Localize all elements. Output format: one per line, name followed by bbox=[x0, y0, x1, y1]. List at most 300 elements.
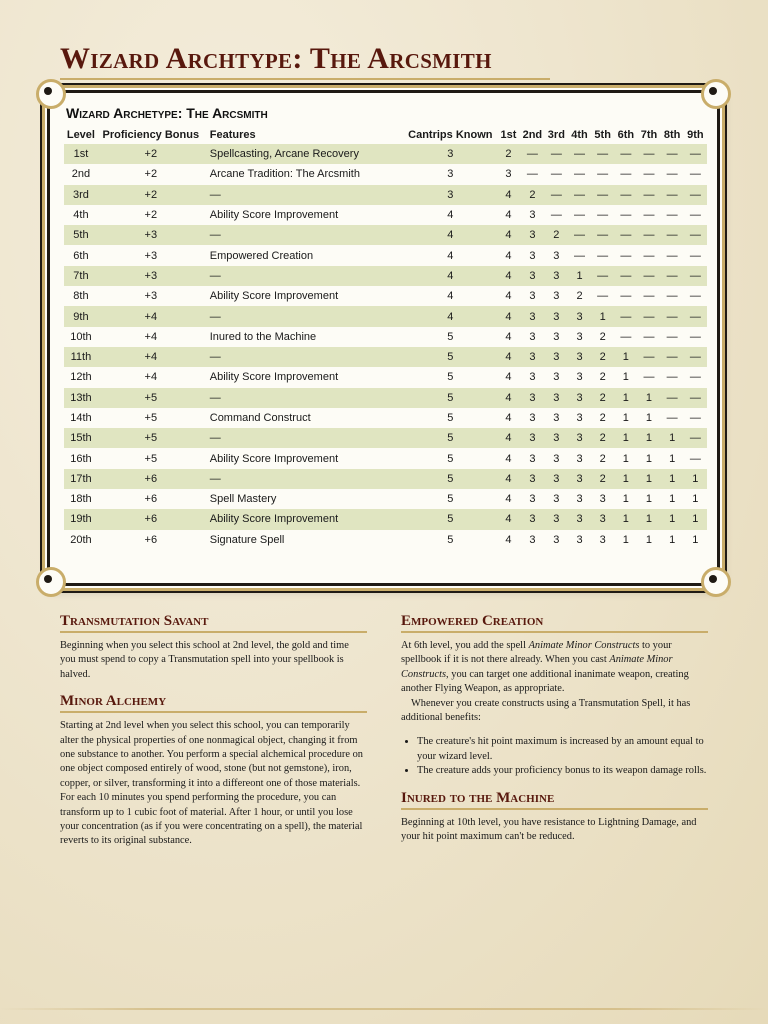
table-cell: 4 bbox=[447, 290, 454, 303]
table-cell: 3 bbox=[576, 412, 583, 424]
table-cell: 18th bbox=[70, 493, 92, 506]
table-cell: 16th bbox=[70, 452, 92, 465]
table-cell: — bbox=[689, 209, 701, 222]
table-cell: 3 bbox=[553, 513, 560, 526]
table-cell: — bbox=[643, 148, 655, 161]
table-cell: 1 bbox=[669, 472, 676, 485]
table-cell: — bbox=[666, 412, 678, 424]
column-header: Cantrips Known bbox=[408, 129, 493, 141]
table-cell: 3 bbox=[553, 249, 560, 262]
table-cell: — bbox=[689, 249, 701, 262]
table-cell: — bbox=[689, 351, 701, 364]
table-cell: 1 bbox=[622, 371, 629, 384]
table-cell: — bbox=[689, 432, 701, 445]
table-cell: 4 bbox=[505, 493, 512, 506]
table-cell: — bbox=[689, 148, 701, 161]
table-cell: 1 bbox=[692, 513, 699, 526]
table-row bbox=[64, 469, 707, 489]
table-cell: +5 bbox=[144, 452, 158, 465]
table-cell: — bbox=[643, 249, 655, 262]
table-row bbox=[64, 408, 707, 428]
table-cell: — bbox=[689, 310, 701, 323]
table-cell: — bbox=[666, 269, 678, 282]
spell-name: Animate Minor Constructs bbox=[401, 654, 673, 680]
table-cell: — bbox=[689, 269, 701, 282]
page-footer-decoration bbox=[0, 1008, 768, 1010]
column-header: 8th bbox=[663, 129, 681, 141]
table-cell: 3 bbox=[529, 472, 536, 485]
table-cell: — bbox=[643, 269, 655, 282]
table-cell: 3 bbox=[529, 432, 536, 445]
table-cell: — bbox=[643, 371, 655, 384]
table-cell: 4 bbox=[447, 209, 454, 222]
table-row bbox=[64, 164, 707, 184]
table-cell: 3 bbox=[599, 533, 606, 546]
table-cell: 2 bbox=[599, 432, 606, 445]
table-cell: — bbox=[689, 229, 701, 242]
table-cell: — bbox=[643, 290, 655, 303]
table-cell: 3 bbox=[529, 269, 536, 282]
table-cell: 12th bbox=[70, 371, 92, 384]
table-cell: 3 bbox=[553, 432, 560, 445]
table-cell: — bbox=[597, 290, 609, 303]
table-cell: — bbox=[620, 290, 632, 303]
table-cell: — bbox=[597, 148, 609, 161]
table-cell: — bbox=[643, 229, 655, 242]
table-cell: — bbox=[620, 188, 632, 201]
table-cell: 3 bbox=[576, 432, 583, 445]
table-cell: 1 bbox=[692, 493, 699, 506]
table-cell: +2 bbox=[144, 148, 158, 161]
text-fragment: At 6th level, you add the spell bbox=[401, 640, 529, 651]
minor-alchemy-text: Starting at 2nd level when you select this school, you can temporarily alter the physical properties of one nonmagical object, changing it from one substance to another. You perform a special alchemical procedure on one object composed entirely of wood, stone (but not gemstone), iron, copper, or silver, transforming it into a differeont one of those materials. For each 10 minutes you spend performing the procedure, you can transform up to 1 cubic foot of material. After 1 hour, or until you lose your concentration (as if you were concentrating on a spell), the material reverts to its original substance. bbox=[60, 720, 363, 847]
table-cell: 2 bbox=[599, 391, 606, 404]
table-cell: Signature Spell bbox=[209, 533, 285, 546]
table-cell: 4 bbox=[505, 452, 512, 465]
table-cell: +4 bbox=[144, 371, 158, 384]
table-row bbox=[64, 530, 707, 550]
table-cell: 1 bbox=[576, 269, 583, 282]
table-cell: — bbox=[597, 188, 609, 201]
table-cell: +5 bbox=[144, 432, 158, 445]
table-cell: 11th bbox=[70, 351, 92, 364]
table-cell: 1 bbox=[622, 493, 629, 506]
table-cell: +4 bbox=[144, 330, 158, 343]
page-title: Wizard Archtype: The Arcsmith bbox=[60, 42, 492, 75]
table-cell: 3 bbox=[529, 330, 536, 343]
table-cell: 3 bbox=[576, 391, 583, 404]
table-cell: 3rd bbox=[72, 188, 89, 201]
table-cell: — bbox=[620, 168, 632, 181]
section-heading-inured-to-the-machine: Inured to the Machine bbox=[401, 789, 708, 810]
table-cell: 3 bbox=[553, 269, 560, 282]
table-cell: +5 bbox=[144, 391, 158, 404]
table-row bbox=[64, 388, 707, 408]
table-cell: 1 bbox=[669, 452, 676, 465]
table-row bbox=[64, 306, 707, 326]
table-row bbox=[64, 185, 707, 205]
table-cell: — bbox=[666, 371, 678, 384]
table-cell: 3 bbox=[553, 533, 560, 546]
table-cell: Ability Score Improvement bbox=[209, 209, 339, 222]
table-cell: 3 bbox=[529, 412, 536, 424]
table-cell: 3 bbox=[599, 513, 606, 526]
table-row bbox=[64, 509, 707, 529]
table-row bbox=[64, 205, 707, 225]
table-cell: — bbox=[209, 188, 221, 201]
table-cell: — bbox=[620, 310, 632, 323]
table-cell: 5 bbox=[447, 330, 454, 343]
empowered-creation-text-2: Whenever you create constructs using a Transmutation Spell, it has additional benefits: bbox=[401, 697, 691, 724]
table-cell: Ability Score Improvement bbox=[209, 290, 339, 303]
table-cell: 1 bbox=[645, 472, 653, 485]
column-header: Features bbox=[209, 129, 256, 141]
column-header: 9th bbox=[687, 129, 704, 141]
table-cell: +2 bbox=[144, 209, 158, 222]
table-cell: +3 bbox=[144, 249, 158, 262]
table-row bbox=[64, 448, 707, 468]
table-cell: +6 bbox=[144, 472, 158, 485]
table-cell: Empowered Creation bbox=[209, 249, 314, 262]
table-cell: 1 bbox=[622, 452, 629, 465]
column-header: Proficiency Bonus bbox=[102, 129, 200, 141]
table-cell: 1 bbox=[622, 412, 629, 424]
table-cell: 2 bbox=[599, 472, 606, 485]
table-cell: 5 bbox=[447, 391, 454, 404]
table-cell: — bbox=[620, 330, 632, 343]
table-cell: 4 bbox=[447, 310, 454, 323]
table-cell: — bbox=[689, 371, 701, 384]
table-cell: +3 bbox=[144, 229, 158, 242]
table-row bbox=[64, 428, 707, 448]
table-cell: 15th bbox=[70, 432, 92, 445]
column-header: 4th bbox=[571, 129, 588, 141]
table-cell: 1 bbox=[622, 351, 629, 364]
inured-to-the-machine-text: Beginning at 10th level, you have resistance to Lightning Damage, and your hit point maximum can't be reduced. bbox=[401, 816, 697, 843]
right-column bbox=[401, 612, 708, 854]
table-cell: 5 bbox=[447, 452, 454, 465]
table-cell: — bbox=[209, 432, 221, 445]
table-cell: 7th bbox=[73, 269, 89, 282]
table-cell: — bbox=[597, 249, 609, 262]
table-cell: 3 bbox=[553, 452, 560, 465]
table-cell: 3 bbox=[447, 168, 454, 181]
table-cell: — bbox=[574, 168, 586, 181]
table-cell: — bbox=[526, 148, 538, 161]
table-cell: 3 bbox=[553, 412, 560, 424]
column-header: 6th bbox=[617, 129, 635, 141]
section-heading-minor-alchemy: Minor Alchemy bbox=[60, 692, 367, 713]
transmutation-savant-text: Beginning when you select this school at 2nd level, the gold and time you must spend to copy a Transmutation spell into your spellbook is halved. bbox=[60, 640, 349, 680]
table-cell: 5 bbox=[447, 513, 454, 526]
table-cell: 10th bbox=[70, 330, 92, 343]
table-cell: 4 bbox=[505, 188, 512, 201]
table-cell: 14th bbox=[70, 412, 92, 424]
table-cell: — bbox=[574, 188, 586, 201]
table-cell: 4 bbox=[505, 209, 512, 222]
table-cell: 1st bbox=[73, 148, 89, 161]
table-cell: +4 bbox=[144, 351, 158, 364]
table-cell: — bbox=[597, 168, 609, 181]
table-cell: — bbox=[550, 209, 562, 222]
table-cell: — bbox=[550, 188, 562, 201]
table-cell: 3 bbox=[576, 452, 583, 465]
table-row bbox=[64, 286, 707, 306]
table-cell: 3 bbox=[553, 310, 560, 323]
table-cell: 3 bbox=[553, 472, 560, 485]
table-cell: — bbox=[689, 168, 701, 181]
table-cell: — bbox=[597, 209, 609, 222]
table-cell: — bbox=[689, 452, 701, 465]
table-cell: 5 bbox=[447, 472, 454, 485]
table-title: Wizard Archetype: The Arcsmith bbox=[66, 105, 268, 121]
frame-corner-ornament bbox=[36, 567, 66, 597]
table-cell: — bbox=[689, 290, 701, 303]
empowered-creation-text bbox=[401, 639, 708, 697]
table-cell: 1 bbox=[645, 412, 653, 424]
table-cell: 4 bbox=[505, 330, 512, 343]
table-cell: 3 bbox=[553, 493, 560, 506]
table-cell: 5 bbox=[447, 412, 454, 424]
table-cell: Spell Mastery bbox=[209, 493, 277, 506]
table-cell: 3 bbox=[576, 310, 583, 323]
table-cell: — bbox=[666, 229, 678, 242]
table-cell: 5 bbox=[447, 371, 454, 384]
table-cell: 5 bbox=[447, 351, 454, 364]
table-cell: 2 bbox=[599, 371, 606, 384]
table-cell: 4 bbox=[505, 249, 512, 262]
table-cell: — bbox=[620, 229, 632, 242]
table-cell: — bbox=[666, 391, 678, 404]
table-cell: 3 bbox=[553, 330, 560, 343]
table-cell: 4 bbox=[505, 432, 512, 445]
table-cell: — bbox=[620, 269, 632, 282]
table-cell: 3 bbox=[599, 493, 606, 506]
table-cell: 3 bbox=[576, 513, 583, 526]
table-cell: +3 bbox=[144, 269, 158, 282]
table-cell: — bbox=[689, 391, 701, 404]
table-cell: — bbox=[550, 168, 562, 181]
table-cell: 6th bbox=[73, 249, 89, 262]
table-cell: 2 bbox=[553, 229, 560, 242]
table-cell: 3 bbox=[553, 351, 560, 364]
table-cell: Ability Score Improvement bbox=[209, 513, 339, 526]
table-cell: — bbox=[666, 351, 678, 364]
table-cell: 1 bbox=[645, 432, 653, 445]
table-cell: — bbox=[209, 310, 221, 323]
table-cell: — bbox=[666, 168, 678, 181]
list-item: • The creature adds your proficiency bonus to its weapon damage rolls. bbox=[417, 764, 708, 778]
table-cell: +6 bbox=[144, 493, 158, 506]
table-cell: — bbox=[597, 229, 609, 242]
table-header-row bbox=[64, 127, 707, 144]
table-cell: 4 bbox=[505, 412, 512, 424]
table-cell: 17th bbox=[70, 472, 92, 485]
table-cell: 4 bbox=[505, 351, 512, 364]
table-cell: 1 bbox=[692, 533, 699, 546]
table-cell: — bbox=[209, 269, 221, 282]
table-cell: 1 bbox=[622, 391, 629, 404]
table-cell: 1 bbox=[645, 513, 653, 526]
table-cell: 1 bbox=[622, 513, 629, 526]
section-heading-transmutation-savant: Transmutation Savant bbox=[60, 612, 367, 633]
table-cell: +2 bbox=[144, 188, 158, 201]
table-cell: — bbox=[574, 209, 586, 222]
section-heading-empowered-creation: Empowered Creation bbox=[401, 612, 708, 633]
table-cell: 3 bbox=[529, 290, 536, 303]
table-cell: 4 bbox=[505, 290, 512, 303]
table-cell: — bbox=[209, 472, 221, 485]
table-cell: — bbox=[643, 330, 655, 343]
table-cell: 2 bbox=[599, 452, 606, 465]
table-cell: 4 bbox=[447, 249, 454, 262]
text-fragment: , you can target one additional inanimate weapon, creating another Flying Weapon, as appropriate. bbox=[401, 668, 689, 695]
table-cell: — bbox=[666, 148, 678, 161]
title-underline bbox=[60, 78, 550, 80]
table-cell: — bbox=[574, 148, 586, 161]
table-cell: 1 bbox=[669, 432, 676, 445]
table-cell: 5 bbox=[447, 432, 454, 445]
table-cell: +3 bbox=[144, 290, 158, 303]
table-cell: +5 bbox=[144, 412, 158, 424]
table-cell: 3 bbox=[529, 209, 536, 222]
table-cell: 19th bbox=[70, 513, 92, 526]
table-cell: 1 bbox=[622, 472, 629, 485]
table-cell: 4 bbox=[505, 269, 512, 282]
table-cell: 1 bbox=[645, 452, 653, 465]
table-cell: 4 bbox=[505, 513, 512, 526]
table-row bbox=[64, 225, 707, 245]
column-header: 1st bbox=[500, 129, 517, 141]
table-cell: — bbox=[620, 209, 632, 222]
table-cell: — bbox=[574, 229, 586, 242]
table-cell: — bbox=[620, 148, 632, 161]
table-cell: Arcane Tradition: The Arcsmith bbox=[209, 168, 360, 181]
table-cell: Command Construct bbox=[209, 412, 311, 424]
table-cell: 4 bbox=[447, 269, 454, 282]
table-row bbox=[64, 144, 707, 164]
table-cell: 3 bbox=[576, 472, 583, 485]
table-cell: — bbox=[209, 351, 221, 364]
table-cell: 3 bbox=[576, 371, 583, 384]
table-cell: — bbox=[666, 188, 678, 201]
table-cell: 3 bbox=[529, 351, 536, 364]
table-cell: — bbox=[666, 290, 678, 303]
table-cell: 2 bbox=[505, 148, 512, 161]
table-cell: 1 bbox=[669, 513, 676, 526]
table-cell: — bbox=[689, 412, 701, 424]
table-cell: Spellcasting, Arcane Recovery bbox=[209, 148, 359, 161]
table-cell: 13th bbox=[70, 391, 92, 404]
text-fragment: to your spellbook if it is not there already. When you cast bbox=[401, 640, 672, 666]
table-row bbox=[64, 489, 707, 509]
table-cell: 1 bbox=[622, 533, 629, 546]
table-cell: 3 bbox=[529, 249, 536, 262]
table-row bbox=[64, 367, 707, 387]
table-cell: 4 bbox=[505, 371, 512, 384]
table-cell: 3 bbox=[505, 168, 512, 181]
frame-corner-ornament bbox=[36, 79, 66, 109]
table-cell: 2nd bbox=[71, 168, 91, 181]
table-cell: 2 bbox=[599, 412, 606, 424]
table-cell: 4 bbox=[505, 391, 512, 404]
table-cell: 5 bbox=[447, 533, 454, 546]
table-row bbox=[64, 245, 707, 265]
table-cell: 3 bbox=[447, 188, 454, 201]
table-cell: — bbox=[209, 229, 221, 242]
table-cell: 3 bbox=[553, 290, 560, 303]
table-cell: 1 bbox=[669, 533, 676, 546]
table-cell: — bbox=[666, 249, 678, 262]
table-cell: — bbox=[643, 351, 655, 364]
table-cell: 2 bbox=[599, 330, 606, 343]
table-row bbox=[64, 266, 707, 286]
table-cell: 3 bbox=[576, 493, 583, 506]
table-cell: 3 bbox=[576, 533, 583, 546]
frame-corner-ornament bbox=[701, 567, 731, 597]
table-cell: 3 bbox=[553, 371, 560, 384]
table-cell: 1 bbox=[645, 391, 653, 404]
table-cell: 2 bbox=[576, 290, 583, 303]
table-cell: +6 bbox=[144, 533, 158, 546]
table-cell: 3 bbox=[576, 330, 583, 343]
table-cell: 1 bbox=[645, 493, 653, 506]
table-cell: — bbox=[666, 330, 678, 343]
level-progression-table bbox=[64, 127, 707, 550]
table-cell: 3 bbox=[553, 391, 560, 404]
list-item: • The creature's hit point maximum is increased by an amount equal to your wizard level. bbox=[417, 735, 708, 764]
table-cell: 3 bbox=[529, 452, 536, 465]
table-cell: 2 bbox=[599, 351, 606, 364]
table-cell: 3 bbox=[529, 310, 536, 323]
table-cell: 3 bbox=[576, 351, 583, 364]
table-cell: 9th bbox=[73, 310, 89, 323]
table-cell: — bbox=[597, 269, 609, 282]
table-cell: 5th bbox=[73, 229, 89, 242]
table-cell: 3 bbox=[529, 513, 536, 526]
table-cell: 3 bbox=[529, 391, 536, 404]
table-cell: 3 bbox=[529, 533, 536, 546]
table-cell: 3 bbox=[529, 229, 536, 242]
table-cell: — bbox=[526, 168, 538, 181]
table-cell: +2 bbox=[144, 168, 158, 181]
table-cell: — bbox=[620, 249, 632, 262]
table-cell: 3 bbox=[529, 371, 536, 384]
table-cell: — bbox=[666, 209, 678, 222]
table-cell: 1 bbox=[645, 533, 653, 546]
table-cell: Ability Score Improvement bbox=[209, 452, 339, 465]
table-cell: 4 bbox=[505, 472, 512, 485]
table-cell: 4 bbox=[505, 229, 512, 242]
table-cell: 4 bbox=[447, 229, 454, 242]
table-cell: 8th bbox=[73, 290, 89, 303]
column-header: 2nd bbox=[522, 129, 543, 141]
table-body bbox=[64, 144, 707, 550]
table-cell: +4 bbox=[144, 310, 158, 323]
benefits-list bbox=[401, 735, 708, 778]
table-cell: — bbox=[209, 391, 221, 404]
table-row bbox=[64, 347, 707, 367]
left-column bbox=[60, 612, 367, 859]
table-cell: — bbox=[666, 310, 678, 323]
table-cell: 1 bbox=[692, 472, 699, 485]
table-cell: 5 bbox=[447, 493, 454, 506]
table-cell: 4th bbox=[73, 209, 89, 222]
table-cell: 1 bbox=[622, 432, 629, 445]
table-cell: 3 bbox=[529, 493, 536, 506]
table-cell: — bbox=[643, 209, 655, 222]
column-header: 3rd bbox=[547, 129, 565, 141]
